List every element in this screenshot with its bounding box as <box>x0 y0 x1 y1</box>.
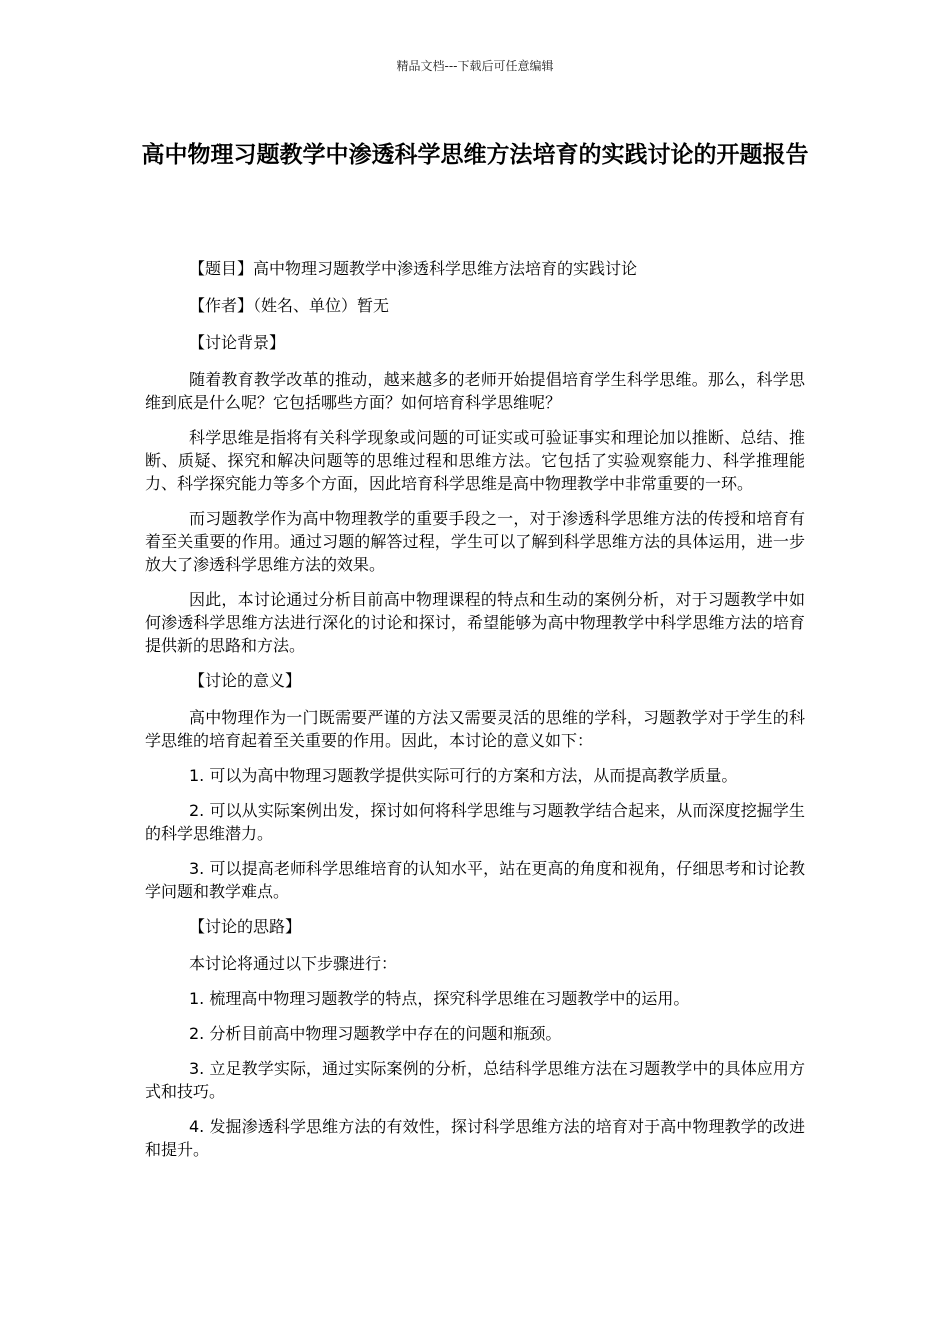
author-line: 【作者】（姓名、单位）暂无 <box>189 296 390 315</box>
topic-line: 【题目】高中物理习题教学中渗透科学思维方法培育的实践讨论 <box>189 259 638 278</box>
approach-intro: 本讨论将通过以下步骤进行： <box>189 954 398 973</box>
significance-item: 1. 可以为高中物理习题教学提供实际可行的方案和方法，从而提高教学质量。 <box>189 766 738 785</box>
significance-intro: 高中物理作为一门既需要严谨的方法又需要灵活的思维的学科，习题教学对于学生的科学思维的培育起着至关重要的作用。因此，本讨论的意义如下： <box>145 708 805 750</box>
approach-item: 1. 梳理高中物理习题教学的特点，探究科学思维在习题教学中的运用。 <box>189 989 690 1008</box>
significance-heading: 【讨论的意义】 <box>189 671 302 690</box>
background-paragraph: 科学思维是指将有关科学现象或问题的可证实或可验证事实和理论加以推断、总结、推断、质疑、探究和解决问题等的思维过程和思维方法。它包括了实验观察能力、科学推理能力、科学探究能力等多个方面，因此培育科学思维是高中物理教学中非常重要的一环。 <box>145 428 805 493</box>
background-paragraph: 而习题教学作为高中物理教学的重要手段之一，对于渗透科学思维方法的传授和培育有着至关重要的作用。通过习题的解答过程，学生可以了解到科学思维方法的具体运用，进一步放大了渗透科学思维方法的效果。 <box>145 509 805 574</box>
approach-item: 2. 分析目前高中物理习题教学中存在的问题和瓶颈。 <box>189 1024 562 1043</box>
header-note: 精品文档---下载后可任意编辑 <box>396 59 554 73</box>
background-paragraph: 因此，本讨论通过分析目前高中物理课程的特点和生动的案例分析，对于习题教学中如何渗透科学思维方法进行深化的讨论和探讨，希望能够为高中物理教学中科学思维方法的培育提供新的思路和方法。 <box>145 590 805 655</box>
significance-item: 3. 可以提高老师科学思维培育的认知水平，站在更高的角度和视角，仔细思考和讨论教学问题和教学难点。 <box>145 859 805 901</box>
background-heading: 【讨论背景】 <box>189 333 286 352</box>
document-title: 高中物理习题教学中渗透科学思维方法培育的实践讨论的开题报告 <box>141 142 809 168</box>
document-body <box>145 257 805 1173</box>
approach-item: 4. 发掘渗透科学思维方法的有效性，探讨科学思维方法的培育对于高中物理教学的改进和提升。 <box>145 1117 805 1159</box>
approach-item: 3. 立足教学实际，通过实际案例的分析，总结科学思维方法在习题教学中的具体应用方式和技巧。 <box>145 1059 805 1101</box>
approach-heading: 【讨论的思路】 <box>189 917 302 936</box>
significance-item: 2. 可以从实际案例出发，探讨如何将科学思维与习题教学结合起来，从而深度挖掘学生的科学思维潜力。 <box>145 801 805 843</box>
background-paragraph: 随着教育教学改革的推动，越来越多的老师开始提倡培育学生科学思维。那么，科学思维到底是什么呢？它包括哪些方面？如何培育科学思维呢？ <box>145 370 805 412</box>
